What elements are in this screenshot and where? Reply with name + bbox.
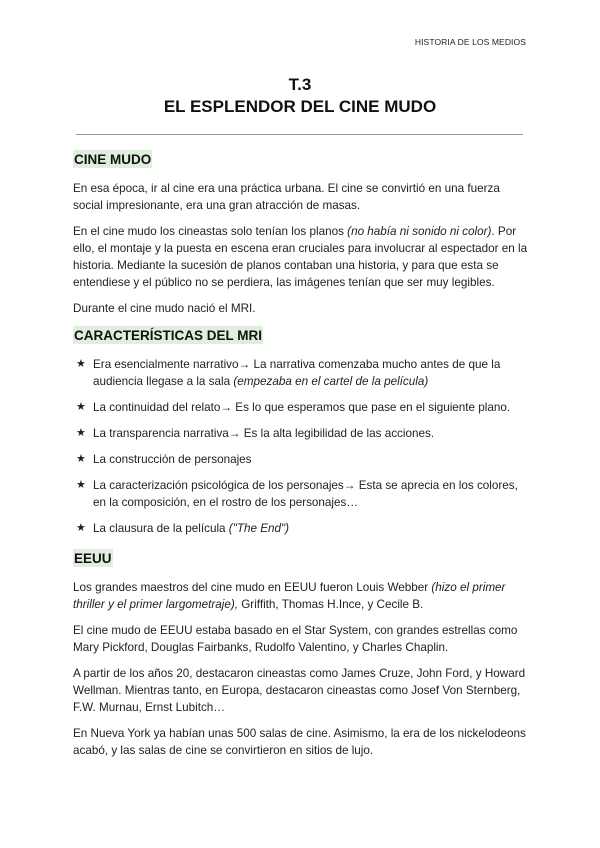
page-title: EL ESPLENDOR DEL CINE MUDO (163, 97, 437, 116)
italic-note: (hizo el primer thriller y el primer largometraje), (73, 581, 506, 611)
list-item-text: La continuidad del relato→ Es lo que esperamos que pase en el siguiente plano. (93, 401, 511, 414)
list-item (73, 356, 528, 390)
paragraph (73, 223, 528, 291)
list-item-text: La construcción de personajes (93, 453, 252, 466)
paragraph: En Nueva York ya habían unas 500 salas de cine. Asimismo, la era de los nickelodeons acabó, y las salas de cine se convirtieron en sitios de lujo. (73, 727, 526, 757)
list-item-text: La clausura de la película (93, 522, 229, 535)
italic-note: (no había ni sonido ni color) (347, 225, 492, 238)
title-block (0, 74, 600, 118)
italic-note: ("The End") (228, 522, 290, 535)
list-item (73, 425, 528, 442)
characteristics-list (73, 356, 528, 537)
section-heading-eeuu: EEUU (74, 551, 112, 566)
title-divider (76, 134, 523, 135)
star-bullet-icon: ★ (76, 453, 86, 465)
text-run: Los grandes maestros del cine mudo en EEUU fueron Louis Webber (73, 581, 432, 594)
text-run: Griffith, Thomas H.Ince, y Cecile B. (237, 598, 424, 611)
star-bullet-icon: ★ (76, 479, 86, 491)
section-heading-cine-mudo: CINE MUDO (74, 152, 152, 167)
section-heading-caracteristicas: CARACTERÍSTICAS DEL MRI (74, 328, 263, 343)
star-bullet-icon: ★ (76, 358, 86, 370)
list-item-text: Era esencialmente narrativo→ La narrativa comenzaba mucho antes de que la audiencia llegase a la sala (93, 358, 501, 388)
list-item-text: La caracterización psicológica de los personajes→ Esta se aprecia en los colores, en la composición, en el rostro de los personajes… (93, 479, 518, 509)
text-run: En el cine mudo los cineastas solo tenían los planos (73, 225, 348, 238)
main-content (73, 150, 528, 759)
star-bullet-icon: ★ (76, 522, 86, 534)
text-run: . Por ello, el montaje y la puesta en escena eran cruciales para involucrar al espectador en la historia. Mediante la sucesión de planos contaban una historia, y para que esta se entendiese y el público no se perdiera, las imágenes tenían que ser muy legibles. (73, 225, 528, 289)
italic-note: (empezaba en el cartel de la película) (233, 375, 429, 388)
list-item (73, 520, 528, 537)
paragraph: El cine mudo de EEUU estaba basado en el Star System, con grandes estrellas como Mary Pickford, Douglas Fairbanks, Rudolfo Valentino, y Charles Chaplin. (73, 624, 518, 654)
list-item (73, 451, 528, 468)
paragraph (73, 579, 528, 613)
star-bullet-icon: ★ (76, 401, 86, 413)
list-item (73, 477, 528, 511)
paragraph: Durante el cine mudo nació el MRI. (73, 302, 256, 315)
paragraph: A partir de los años 20, destacaron cineastas como James Cruze, John Ford, y Howard Wellman. Mientras tanto, en Europa, destacaron cineastas como Josef Von Sternberg, F.W. Murnau, Ernst Lubitch… (73, 667, 526, 714)
topic-number: T.3 (288, 75, 312, 94)
list-item (73, 399, 528, 416)
running-header: HISTORIA DE LOS MEDIOS (414, 37, 526, 47)
list-item-text: La transparencia narrativa→ Es la alta legibilidad de las acciones. (93, 427, 435, 440)
star-bullet-icon: ★ (76, 427, 86, 439)
paragraph: En esa época, ir al cine era una práctica urbana. El cine se convirtió en una fuerza social impresionante, era una gran atracción de masas. (73, 182, 500, 212)
